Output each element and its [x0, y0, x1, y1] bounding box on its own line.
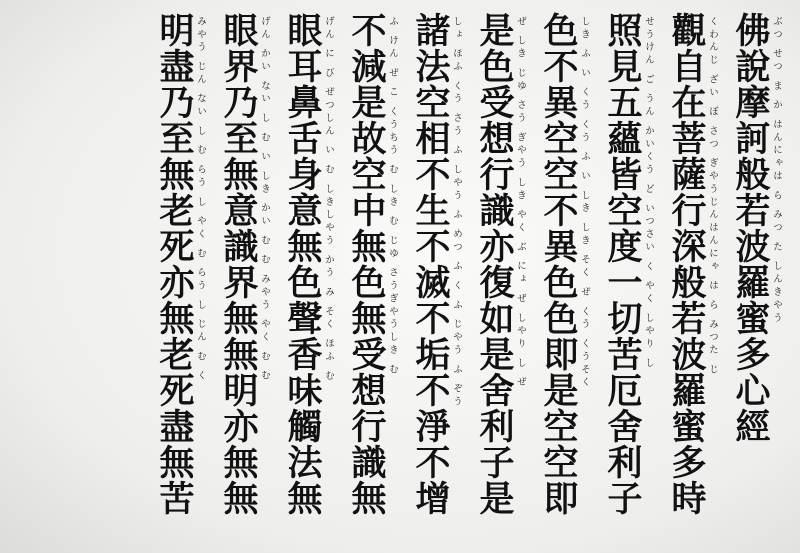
column-furigana: ふ けん ぜ こ くうちう む しき む じゆ さうぎやうしき む — [387, 16, 398, 377]
column-main-text: 眼界乃至無意識界無無明亦無無 — [218, 12, 259, 516]
column-main-text: 明盡乃至無老死亦無老死盡無苦 — [154, 12, 195, 516]
text-column-8 — [282, 12, 334, 542]
column-main-text: 色不異空空不異色色即是空空即 — [538, 12, 579, 516]
text-column-6 — [410, 12, 462, 542]
column-furigana: しき ふ い くう くう ふ い しき しき そく ぜ くう くうそく — [579, 16, 590, 390]
column-furigana: みやう じん ない し む らう し やく む らう し じん む く — [195, 16, 206, 384]
text-column-10 — [154, 12, 206, 542]
column-main-text: 諸法空相不生不滅不垢不淨不增 — [410, 12, 451, 516]
text-column-4 — [538, 12, 590, 542]
column-furigana: げん に び ぜつしん い む しきしやう かう み そく ほふ む — [323, 16, 334, 384]
column-main-text: 佛說摩訶般若波羅蜜多心經 — [730, 12, 771, 444]
column-main-text: 眼耳鼻舌身意無色聲香味觸法無 — [282, 12, 323, 516]
column-main-text: 照見五蘊皆空度一切苦厄舍利子 — [602, 12, 643, 516]
column-furigana: げん かい ない し む い しき かい む む みやう やく む む — [259, 16, 270, 384]
column-furigana: せうけん ご うん かいくう ど いつさい く やく しやり し — [643, 16, 654, 371]
text-column-3 — [602, 12, 654, 542]
vertical-text-block — [154, 12, 782, 542]
text-column-7 — [346, 12, 398, 542]
column-main-text: 是色受想行識亦復如是舍利子是 — [474, 12, 515, 516]
column-furigana: しょ ほふ くう さう ふ しやう ふ めつ ふ く ふ じやう ふ ぞう — [451, 16, 462, 410]
column-furigana: くわんじ ざい ぼ さつ ぎやうじんはんにゃ は ら みつた じ — [707, 16, 718, 377]
column-furigana: ぜ しき じゆ さう ぎやう しき やく ぶ にょ ぜ しやり し ぜ — [515, 16, 526, 390]
text-column-5 — [474, 12, 526, 542]
column-furigana: ぶつ せつ ま か はんにゃは ら みつ た しんきやう — [771, 16, 782, 326]
text-column-2 — [666, 12, 718, 542]
text-column-1 — [730, 12, 782, 542]
column-main-text: 觀自在菩薩行深般若波羅蜜多時 — [666, 12, 707, 516]
column-main-text: 不減是故空中無色無受想行識無 — [346, 12, 387, 516]
text-column-9 — [218, 12, 270, 542]
